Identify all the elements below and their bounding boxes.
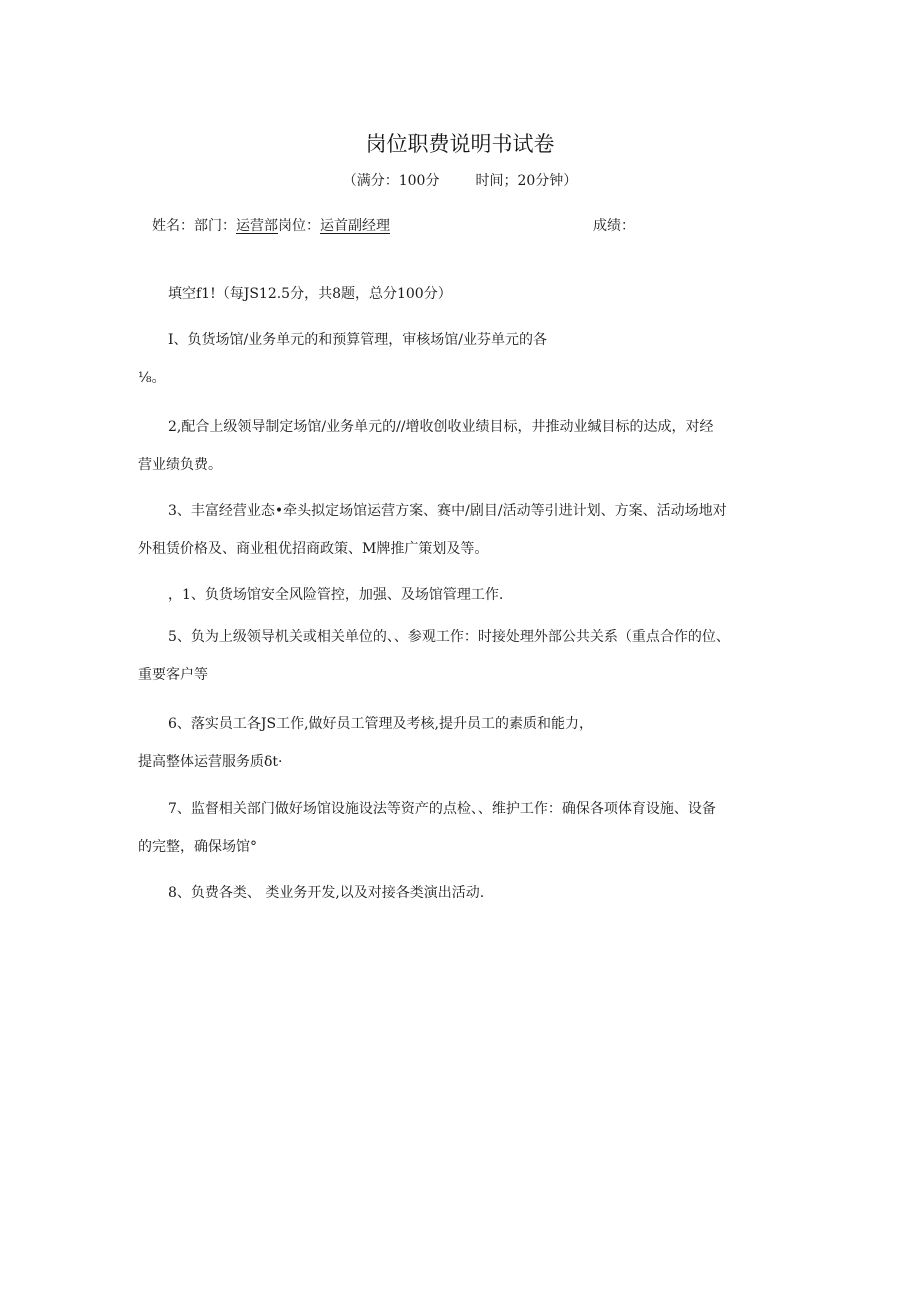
- question-text: 3、丰富经营业态•牵头拟定场馆运营方案、赛中/剧目/活动等引进计划、方案、活动场地对: [168, 503, 727, 519]
- position-value: 运首副经理: [320, 218, 390, 234]
- question-text: 6、落实员工各JS工作,做好员工管理及考核,提升员工的素质和能力，: [168, 716, 594, 732]
- question-2: [138, 408, 788, 484]
- question-continuation: 营业绩负费。: [138, 457, 222, 473]
- question-text: 2,配合上级领导制定场馆/业务单元的//增收创收业绩目标，井推动业缄目标的达成，对经: [168, 419, 714, 435]
- question-8: [138, 874, 788, 912]
- question-continuation: 提高整体运营服务质δt·: [138, 754, 283, 770]
- question-6: [138, 705, 788, 781]
- page-title: 岗位职费说明书试卷: [365, 132, 555, 156]
- score-label: 成绩：: [593, 218, 635, 234]
- question-text: 7、监督相关部门做好场馆设施设法等资产的点检、、维护工作：确保各项体育设施、设备: [168, 801, 716, 817]
- question-1: [138, 321, 788, 397]
- exam-meta: [0, 170, 920, 190]
- time-limit: 时间；20分钟）: [475, 173, 578, 189]
- name-department-label: 姓名：部门：: [152, 218, 236, 234]
- question-continuation: 重要客户等: [138, 667, 208, 683]
- department-value: 运营部: [236, 218, 278, 234]
- full-score: （满分：100分: [342, 173, 440, 189]
- position-label: 岗位：: [278, 218, 320, 234]
- question-text: 8、负费各类、 类业务开发,以及对接各类演出活动.: [168, 885, 485, 901]
- section-heading: 填空f1!（每JS12.5分，共8题，总分100分）: [168, 286, 452, 302]
- question-text: 5、负为上级领导机关或相关单位的、、参观工作：时接处理外部公共关系（重点合作的位、: [168, 629, 730, 645]
- question-continuation: 外租赁价格及、商业租优招商政策、M牌推广策划及等。: [138, 541, 489, 557]
- question-text: I、负货场馆/业务单元的和预算管理，审核场馆/业芬单元的各: [168, 332, 547, 348]
- question-3: [138, 492, 788, 568]
- question-4: [138, 576, 788, 614]
- question-text: ，1、负货场馆安全风险管控，加强、及场馆管理工作.: [168, 587, 504, 603]
- question-5: [138, 618, 788, 694]
- question-continuation: ⅛。: [138, 370, 166, 386]
- question-7: [138, 790, 788, 866]
- student-info-line: [152, 215, 635, 235]
- question-continuation: 的完整，确保场馆°: [138, 839, 257, 855]
